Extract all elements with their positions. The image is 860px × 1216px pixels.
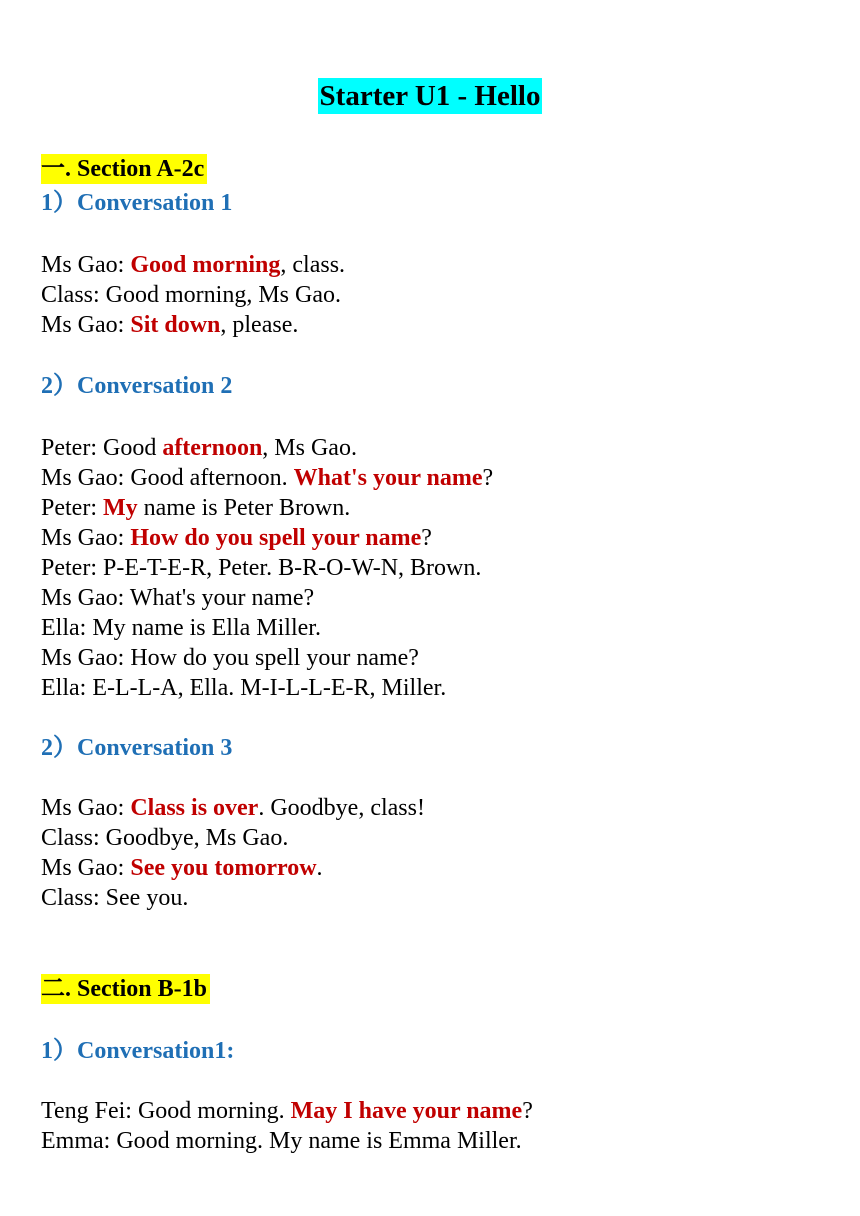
conversation-2-heading: 2）Conversation 2: [41, 373, 233, 399]
dialogue-line: Ella: My name is Ella Miller.: [41, 615, 321, 641]
section-b-heading: 二. Section B-1b: [41, 974, 210, 1004]
dialogue-line: Ms Gao: What's your name?: [41, 585, 315, 611]
dialogue-line: Peter: My name is Peter Brown.: [41, 495, 351, 521]
key-phrase: How do you spell your name: [130, 525, 422, 551]
key-phrase: My: [102, 495, 138, 521]
title-container: [0, 78, 860, 114]
key-phrase: See you tomorrow: [130, 855, 317, 881]
section-a-heading: 一. Section A-2c: [41, 154, 207, 184]
conversation-b1-heading: 1）Conversation1:: [41, 1038, 235, 1064]
key-phrase: May I have your name: [290, 1098, 523, 1124]
key-phrase: Class is over: [130, 795, 259, 821]
dialogue-line: Ms Gao: Good morning, class.: [41, 252, 346, 278]
dialogue-line: Class: See you.: [41, 885, 189, 911]
dialogue-line: Teng Fei: Good morning. May I have your name?: [41, 1098, 533, 1124]
dialogue-line: Emma: Good morning. My name is Emma Miller.: [41, 1128, 522, 1154]
dialogue-line: Ms Gao: Sit down, please.: [41, 312, 299, 338]
dialogue-line: Class: Goodbye, Ms Gao.: [41, 825, 289, 851]
dialogue-line: Ms Gao: How do you spell your name?: [41, 645, 419, 671]
dialogue-line: Ms Gao: How do you spell your name?: [41, 525, 432, 551]
dialogue-line: Ms Gao: Class is over. Goodbye, class!: [41, 795, 425, 821]
dialogue-line: Class: Good morning, Ms Gao.: [41, 282, 341, 308]
key-phrase: What's your name: [293, 465, 483, 491]
dialogue-line: Ms Gao: See you tomorrow.: [41, 855, 323, 881]
conversation-1-heading: 1）Conversation 1: [41, 190, 233, 216]
dialogue-line: Ella: E-L-L-A, Ella. M-I-L-L-E-R, Miller.: [41, 675, 447, 701]
key-phrase: afternoon: [162, 435, 263, 461]
conversation-3-heading: 2）Conversation 3: [41, 735, 233, 761]
key-phrase: Good morning: [130, 252, 281, 278]
document-title: Starter U1 - Hello: [319, 80, 541, 112]
dialogue-line: Peter: Good afternoon, Ms Gao.: [41, 435, 357, 461]
dialogue-line: Peter: P-E-T-E-R, Peter. B-R-O-W-N, Brown.: [41, 555, 482, 581]
key-phrase: Sit down: [130, 312, 221, 338]
dialogue-line: Ms Gao: Good afternoon. What's your name?: [41, 465, 494, 491]
